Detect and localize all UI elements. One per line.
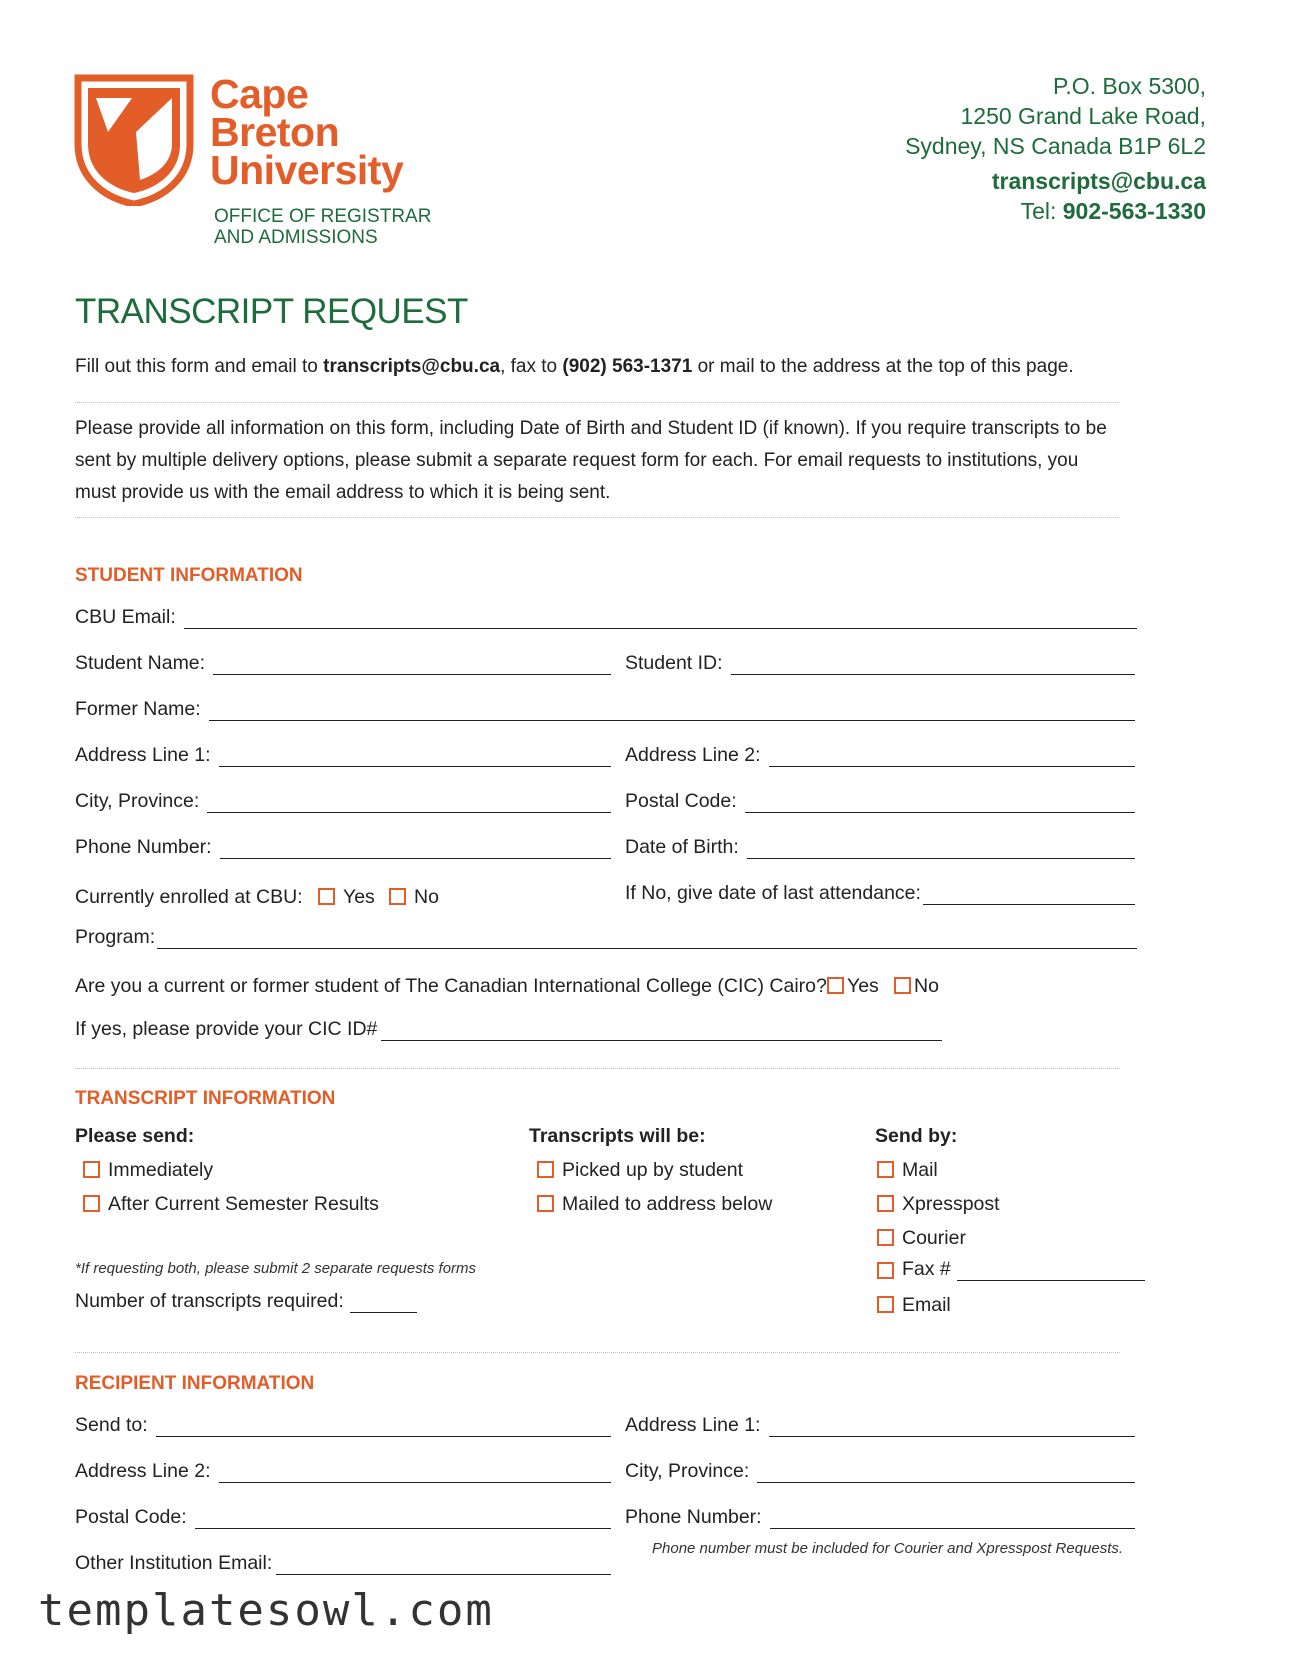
intro-email[interactable]: transcripts@cbu.ca bbox=[323, 356, 501, 377]
field-label: Phone Number: bbox=[625, 1506, 762, 1528]
input-line[interactable] bbox=[769, 1420, 1135, 1437]
input-line[interactable] bbox=[157, 932, 1137, 949]
option-label: No bbox=[414, 886, 439, 908]
divider bbox=[75, 402, 1120, 403]
send-by-email-option[interactable] bbox=[877, 1294, 951, 1317]
address-line-1: P.O. Box 5300, bbox=[1052, 73, 1206, 99]
input-line[interactable] bbox=[213, 658, 611, 675]
send-after-results-option[interactable] bbox=[83, 1193, 379, 1216]
field-label: Phone Number: bbox=[75, 836, 212, 858]
watermark: templatesowl.com bbox=[38, 1585, 494, 1636]
address-line-2-field[interactable] bbox=[625, 743, 1135, 767]
checkbox[interactable] bbox=[877, 1161, 894, 1178]
brand-university: University bbox=[210, 147, 404, 193]
input-line[interactable] bbox=[770, 1512, 1135, 1529]
cic-question-label: Are you a current or former student of The Canadian International College (CIC) Cairo? bbox=[75, 975, 827, 997]
option-label: Mail bbox=[902, 1159, 938, 1181]
header-phone bbox=[1021, 196, 1206, 226]
input-line[interactable] bbox=[219, 750, 611, 767]
field-label: Address Line 2: bbox=[75, 1460, 211, 1482]
input-line[interactable] bbox=[276, 1558, 611, 1575]
input-line[interactable] bbox=[745, 796, 1135, 813]
option-label: Mailed to address below bbox=[562, 1193, 773, 1215]
fax-number-input[interactable] bbox=[957, 1264, 1145, 1281]
input-line[interactable] bbox=[757, 1466, 1135, 1483]
enrolled-no-option[interactable] bbox=[389, 886, 439, 909]
enrolled-yes-option[interactable] bbox=[318, 886, 375, 909]
intro-text-c: or mail to the address at the top of this page. bbox=[692, 356, 1074, 377]
student-name-field[interactable] bbox=[75, 651, 611, 675]
tel-number: 902-563-1330 bbox=[1062, 198, 1206, 224]
field-label: If No, give date of last attendance: bbox=[625, 882, 921, 904]
cic-no-checkbox[interactable] bbox=[894, 977, 911, 994]
checkbox[interactable] bbox=[877, 1262, 894, 1279]
recipient-city-field[interactable] bbox=[625, 1459, 1135, 1483]
send-immediately-option[interactable] bbox=[83, 1159, 213, 1182]
field-label: Student ID: bbox=[625, 652, 723, 674]
both-requests-note: *If requesting both, please submit 2 separate requests forms bbox=[75, 1260, 477, 1277]
header-email-link[interactable]: transcripts@cbu.ca bbox=[991, 168, 1206, 194]
option-label: Yes bbox=[847, 975, 879, 997]
other-institution-email-field[interactable] bbox=[75, 1551, 611, 1575]
input-line[interactable] bbox=[731, 658, 1135, 675]
enrolled-question bbox=[75, 886, 303, 909]
input-line[interactable] bbox=[209, 704, 1135, 721]
field-label: Send to: bbox=[75, 1414, 148, 1436]
cic-question bbox=[75, 975, 827, 998]
field-label: Address Line 1: bbox=[75, 744, 211, 766]
picked-up-option[interactable] bbox=[537, 1159, 743, 1182]
phone-number-field[interactable] bbox=[75, 835, 611, 859]
intro-paragraph: Please provide all information on this form, including Date of Birth and Student ID (if known). If you require transcripts to be sent by multiple delivery options, please submit a separate request form for each. For email requests to institutions, you must provide us with the email address to which it is being sent. bbox=[75, 418, 1107, 503]
checkbox[interactable] bbox=[877, 1195, 894, 1212]
page-title: TRANSCRIPT REQUEST bbox=[75, 292, 468, 331]
section-recipient-info: RECIPIENT INFORMATION bbox=[75, 1373, 315, 1394]
recipient-address-1-field[interactable] bbox=[625, 1413, 1135, 1437]
intro-text-b: , fax to bbox=[500, 356, 563, 377]
divider bbox=[75, 517, 1120, 518]
field-label: Student Name: bbox=[75, 652, 206, 674]
field-label: Program: bbox=[75, 926, 156, 948]
brand-cape: Cape bbox=[210, 71, 309, 117]
section-student-info: STUDENT INFORMATION bbox=[75, 565, 303, 586]
input-line[interactable] bbox=[220, 842, 611, 859]
cic-id-field[interactable] bbox=[75, 1017, 942, 1041]
option-label: Immediately bbox=[108, 1159, 214, 1181]
option-label: After Current Semester Results bbox=[108, 1193, 379, 1215]
checkbox[interactable] bbox=[537, 1161, 554, 1178]
send-to-field[interactable] bbox=[75, 1413, 611, 1437]
input-line[interactable] bbox=[184, 612, 1137, 629]
recipient-phone-field[interactable] bbox=[625, 1505, 1135, 1529]
option-label: Picked up by student bbox=[562, 1159, 744, 1181]
send-by-xpresspost-option[interactable] bbox=[877, 1193, 1000, 1216]
cic-yes-option[interactable] bbox=[827, 975, 879, 998]
option-label: Xpresspost bbox=[902, 1193, 1000, 1215]
intro-text-a: Fill out this form and email to bbox=[75, 356, 324, 377]
field-label: Number of transcripts required: bbox=[75, 1290, 344, 1312]
address-line-2: 1250 Grand Lake Road, bbox=[960, 103, 1206, 129]
field-label: Former Name: bbox=[75, 698, 201, 720]
checkbox[interactable] bbox=[877, 1229, 894, 1246]
send-by-courier-option[interactable] bbox=[877, 1227, 966, 1250]
cic-yes-checkbox[interactable] bbox=[827, 977, 844, 994]
field-label: Address Line 1: bbox=[625, 1414, 761, 1436]
enrolled-label: Currently enrolled at CBU: bbox=[75, 886, 303, 908]
checkbox[interactable] bbox=[537, 1195, 554, 1212]
divider bbox=[75, 1352, 1120, 1353]
field-label: Postal Code: bbox=[75, 1506, 187, 1528]
option-label: Courier bbox=[902, 1227, 966, 1249]
enrolled-no-checkbox[interactable] bbox=[389, 888, 406, 905]
input-line[interactable] bbox=[156, 1420, 611, 1437]
tel-label: Tel: bbox=[1020, 198, 1063, 224]
recipient-address-2-field[interactable] bbox=[75, 1459, 611, 1483]
field-label: Address Line 2: bbox=[625, 744, 761, 766]
former-name-field[interactable] bbox=[75, 697, 1135, 721]
cbu-email-field[interactable] bbox=[75, 605, 1137, 629]
city-province-field[interactable] bbox=[75, 789, 611, 813]
phone-required-note: Phone number must be included for Courier and Xpresspost Requests. bbox=[652, 1540, 1124, 1557]
field-label: If yes, please provide your CIC ID# bbox=[75, 1018, 378, 1040]
checkbox[interactable] bbox=[83, 1195, 100, 1212]
option-label: No bbox=[914, 975, 939, 997]
divider bbox=[75, 1068, 1120, 1069]
input-line[interactable] bbox=[381, 1024, 942, 1041]
postal-code-field[interactable] bbox=[625, 789, 1135, 813]
checkbox[interactable] bbox=[83, 1161, 100, 1178]
option-label: Yes bbox=[343, 886, 375, 908]
intro-fax: (902) 563-1371 bbox=[562, 356, 693, 377]
program-field[interactable] bbox=[75, 925, 1137, 949]
date-of-birth-field[interactable] bbox=[625, 835, 1135, 859]
input-line[interactable] bbox=[195, 1512, 611, 1529]
cbu-shield-logo bbox=[74, 74, 194, 206]
number-of-transcripts-field[interactable] bbox=[75, 1289, 417, 1313]
cic-no-option[interactable] bbox=[894, 975, 939, 998]
recipient-postal-field[interactable] bbox=[75, 1505, 611, 1529]
office-line-2: AND ADMISSIONS bbox=[214, 227, 378, 248]
transcripts-will-be-heading: Transcripts will be: bbox=[529, 1125, 706, 1147]
last-attendance-field[interactable] bbox=[625, 881, 1135, 905]
input-line[interactable] bbox=[747, 842, 1135, 859]
checkbox[interactable] bbox=[877, 1296, 894, 1313]
office-line-1: OFFICE OF REGISTRAR bbox=[214, 206, 432, 227]
send-by-mail-option[interactable] bbox=[877, 1159, 938, 1182]
option-label: Email bbox=[902, 1294, 951, 1316]
input-line[interactable] bbox=[350, 1296, 417, 1313]
address-line-1-field[interactable] bbox=[75, 743, 611, 767]
input-line[interactable] bbox=[219, 1466, 611, 1483]
please-send-heading: Please send: bbox=[75, 1125, 195, 1147]
option-label: Fax # bbox=[902, 1258, 951, 1280]
address-line-3: Sydney, NS Canada B1P 6L2 bbox=[905, 133, 1206, 159]
field-label: CBU Email: bbox=[75, 606, 176, 628]
input-line[interactable] bbox=[769, 750, 1135, 767]
field-label: Other Institution Email: bbox=[75, 1552, 273, 1574]
field-label: Postal Code: bbox=[625, 790, 737, 812]
student-id-field[interactable] bbox=[625, 651, 1135, 675]
send-by-heading: Send by: bbox=[875, 1125, 958, 1147]
field-label: City, Province: bbox=[75, 790, 200, 812]
input-line[interactable] bbox=[923, 888, 1135, 905]
field-label: Date of Birth: bbox=[625, 836, 739, 858]
section-transcript-info: TRANSCRIPT INFORMATION bbox=[75, 1088, 336, 1109]
send-by-fax-option[interactable] bbox=[877, 1257, 1145, 1281]
input-line[interactable] bbox=[207, 796, 611, 813]
brand-breton: Breton bbox=[210, 109, 340, 155]
intro-line bbox=[75, 351, 1135, 383]
field-label: City, Province: bbox=[625, 1460, 750, 1482]
enrolled-yes-checkbox[interactable] bbox=[318, 888, 335, 905]
mailed-option[interactable] bbox=[537, 1193, 772, 1216]
